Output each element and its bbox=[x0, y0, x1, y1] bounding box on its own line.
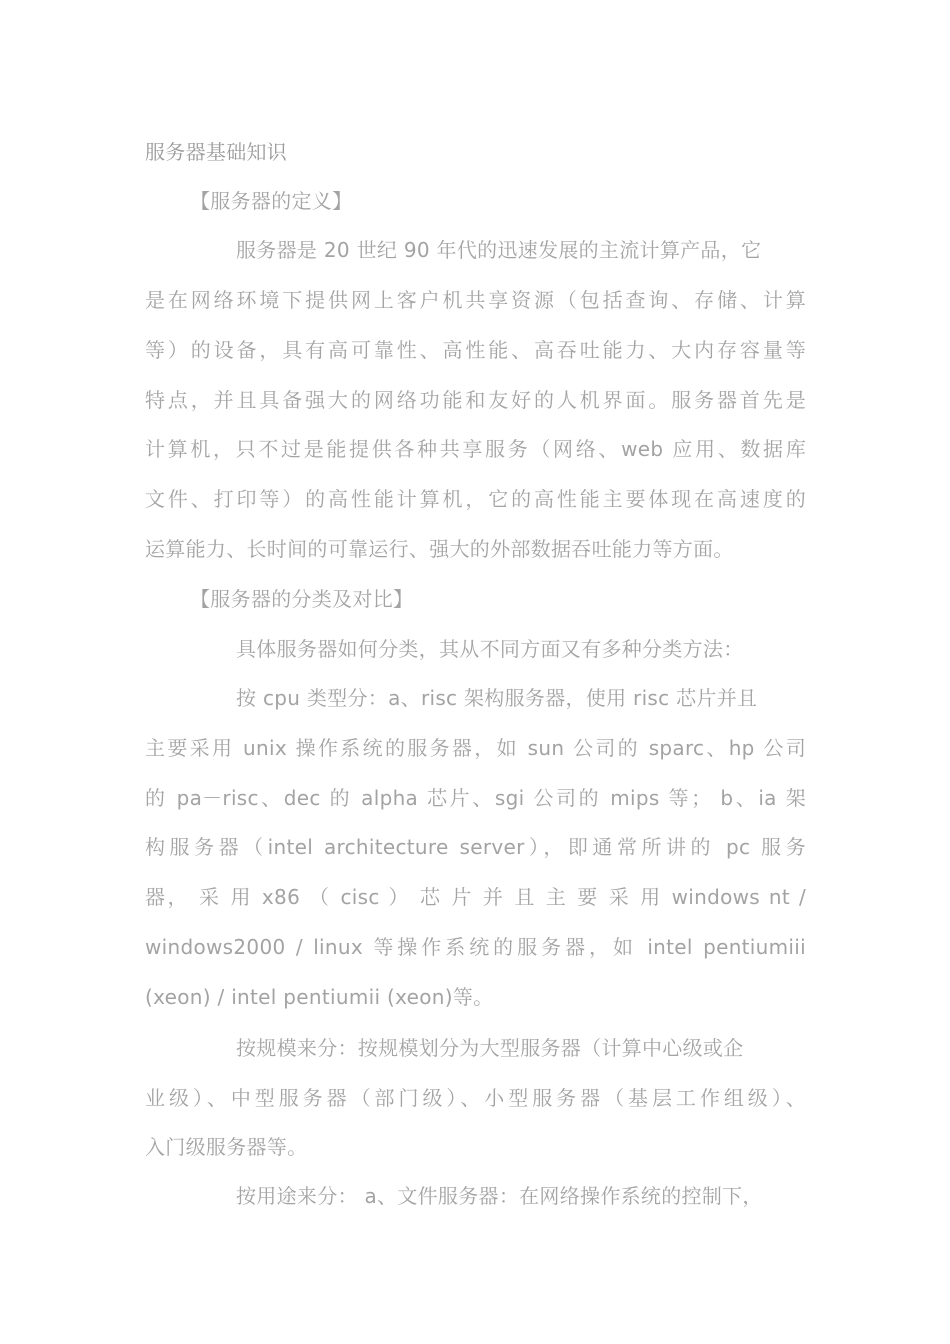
paragraph-line: 计算机，只不过是能提供各种共享服务（网络、web 应用、数据库 bbox=[145, 437, 806, 461]
paragraph-line: 按用途来分： a、文件服务器：在网络操作系统的控制下， bbox=[236, 1184, 763, 1208]
paragraph-line: 具体服务器如何分类，其从不同方面又有多种分类方法： bbox=[236, 637, 744, 661]
paragraph-line: 器， 采 用 x86 （ cisc ） 芯 片 并 且 主 要 采 用 windows nt / bbox=[145, 885, 806, 909]
paragraph-line: 业级）、中型服务器（部门级）、小型服务器（基层工作组级）、 bbox=[145, 1086, 806, 1110]
paragraph-line: 运算能力、长时间的可靠运行、强大的外部数据吞吐能力等方面。 bbox=[145, 537, 734, 561]
paragraph-line: 主要采用 unix 操作系统的服务器，如 sun 公司的 sparc、hp 公司 bbox=[145, 736, 806, 760]
paragraph-line: 特点，并且具备强大的网络功能和友好的人机界面。服务器首先是 bbox=[145, 388, 806, 412]
paragraph-line: windows2000 / linux 等操作系统的服务器，如 intel pentiumiii bbox=[145, 935, 806, 959]
paragraph-line: 按 cpu 类型分：a、risc 架构服务器，使用 risc 芯片并且 bbox=[236, 686, 758, 710]
paragraph-line: 服务器是 20 世纪 90 年代的迅速发展的主流计算产品，它 bbox=[236, 238, 762, 262]
paragraph-line: (xeon) / intel pentiumii (xeon)等。 bbox=[145, 985, 494, 1009]
paragraph-line: 是在网络环境下提供网上客户机共享资源（包括查询、存储、计算 bbox=[145, 288, 806, 312]
document-title: 服务器基础知识 bbox=[145, 140, 288, 164]
section-heading-definition: 【服务器的定义】 bbox=[190, 189, 353, 213]
paragraph-line: 的 pa－risc、dec 的 alpha 芯片、sgi 公司的 mips 等； b、ia 架 bbox=[145, 786, 806, 810]
paragraph-line: 入门级服务器等。 bbox=[145, 1135, 308, 1159]
paragraph-line: 文件、打印等）的高性能计算机，它的高性能主要体现在高速度的 bbox=[145, 487, 806, 511]
paragraph-line: 等）的设备，具有高可靠性、高性能、高吞吐能力、大内存容量等 bbox=[145, 338, 806, 362]
section-heading-classification: 【服务器的分类及对比】 bbox=[190, 587, 414, 611]
paragraph-line: 按规模来分：按规模划分为大型服务器（计算中心级或企 bbox=[236, 1036, 744, 1060]
paragraph-line: 构服务器（intel architecture server），即通常所讲的 pc 服务 bbox=[145, 835, 806, 859]
